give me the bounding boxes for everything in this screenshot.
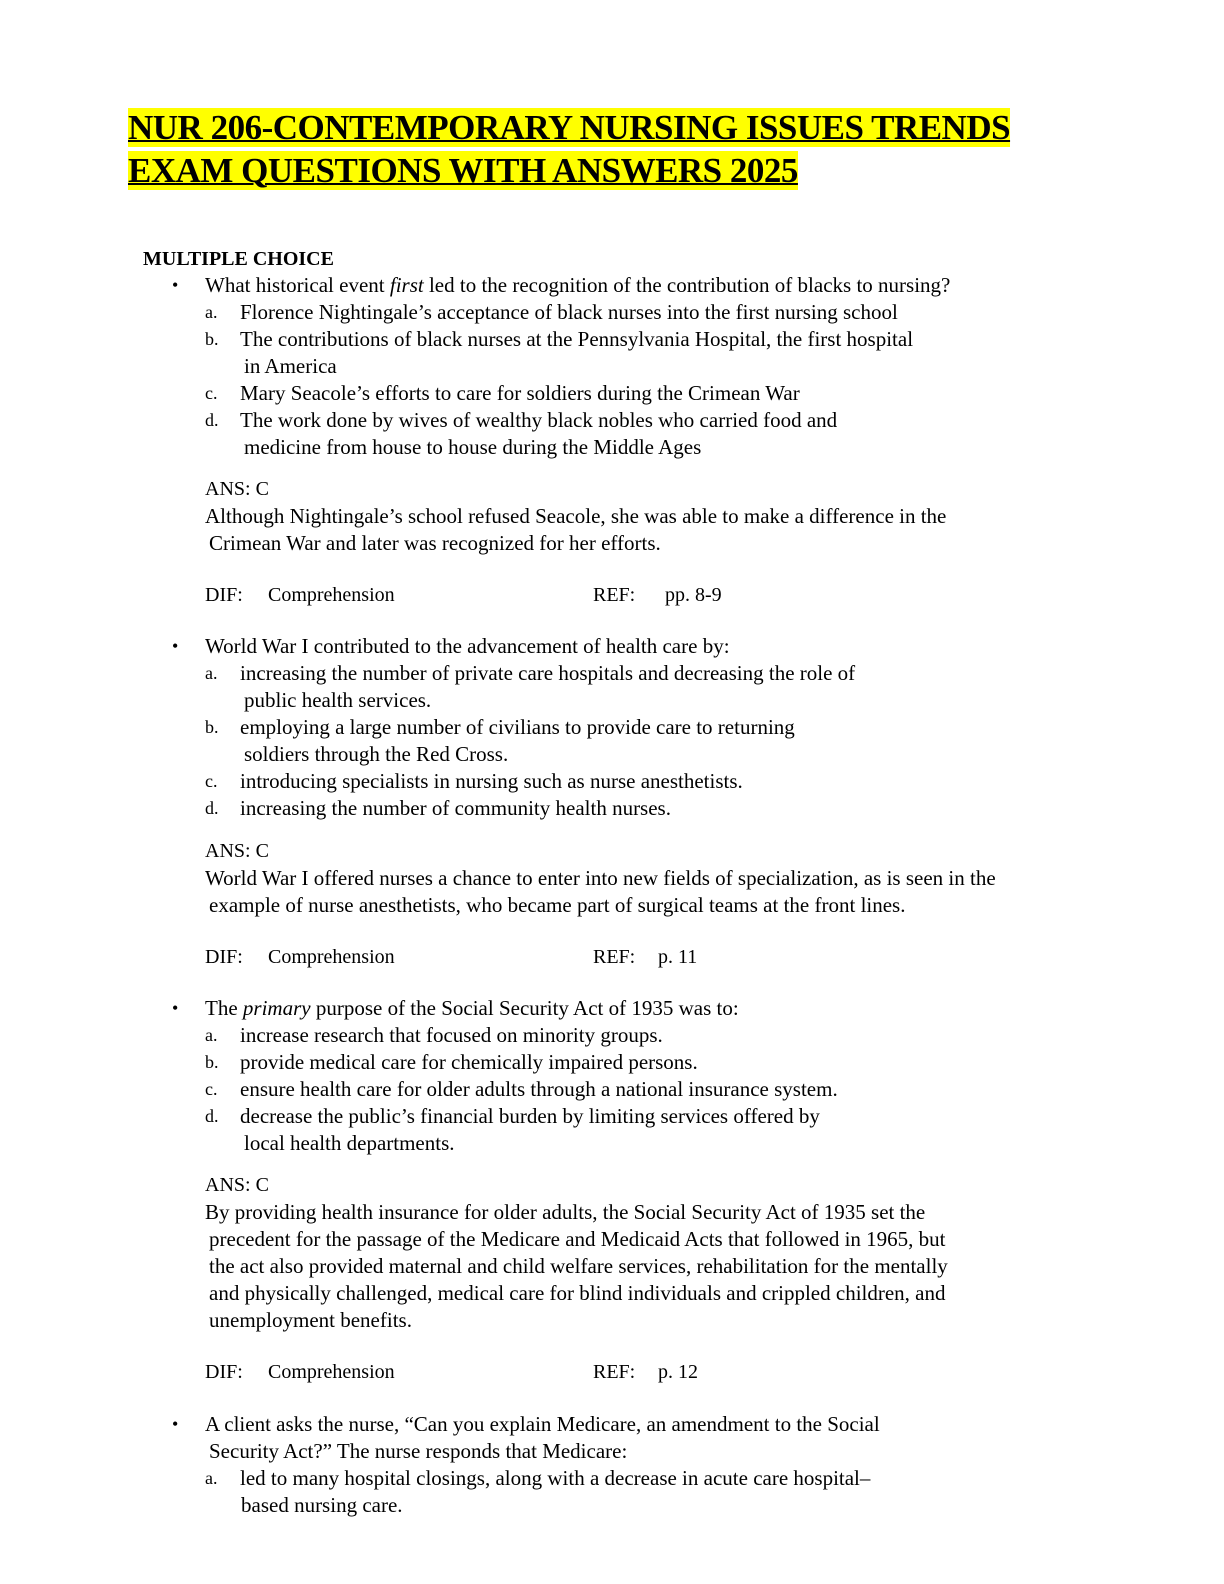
question-3-stem: The primary purpose of the Social Security Act of 1935 was to:	[205, 996, 739, 1020]
question-2-option-b-cont: soldiers through the Red Cross.	[244, 742, 509, 766]
question-2-rationale-line-2: example of nurse anesthetists, who became part of surgical teams at the front lines.	[209, 893, 906, 917]
question-3-option-d: decrease the public’s financial burden by limiting services offered by	[240, 1104, 820, 1128]
question-3-option-b: provide medical care for chemically impaired persons.	[240, 1050, 698, 1074]
question-3-rationale-line-2: precedent for the passage of the Medicare and Medicaid Acts that followed in 1965, but	[209, 1227, 946, 1251]
question-1-option-d: The work done by wives of wealthy black nobles who carried food and	[240, 408, 838, 432]
question-4-stem-line-2: Security Act?” The nurse responds that Medicare:	[209, 1439, 628, 1463]
question-2-stem: World War I contributed to the advancement of health care by:	[205, 634, 730, 658]
ref-label: REF:	[593, 584, 636, 606]
option-letter: b.	[205, 717, 219, 737]
question-3-option-d-cont: local health departments.	[244, 1131, 455, 1155]
ref-value: p. 12	[658, 1361, 698, 1383]
question-1-option-d-cont: medicine from house to house during the Middle Ages	[244, 435, 702, 459]
option-letter: b.	[205, 1052, 219, 1072]
ref-label: REF:	[593, 946, 636, 968]
question-3-answer: ANS: C	[205, 1174, 269, 1196]
question-1-option-c: Mary Seacole’s efforts to care for soldiers during the Crimean War	[240, 381, 800, 405]
bullet-icon: •	[172, 998, 179, 1018]
option-letter: a.	[205, 1025, 218, 1045]
bullet-icon: •	[172, 1414, 179, 1434]
option-letter: d.	[205, 1106, 219, 1126]
option-letter: a.	[205, 663, 218, 683]
question-3-rationale-line-3: the act also provided maternal and child welfare services, rehabilitation for the mentally	[209, 1254, 948, 1278]
question-1-answer: ANS: C	[205, 478, 269, 500]
title-line-2: EXAM QUESTIONS WITH ANSWERS 2025	[128, 151, 798, 190]
dif-label: DIF:	[205, 584, 243, 606]
bullet-icon: •	[172, 275, 179, 295]
question-3-rationale-line-5: unemployment benefits.	[209, 1308, 412, 1332]
dif-value: Comprehension	[268, 1361, 395, 1383]
document-title	[128, 106, 1088, 192]
option-letter: a.	[205, 1468, 218, 1488]
dif-label: DIF:	[205, 946, 243, 968]
question-1-option-b-cont: in America	[244, 354, 337, 378]
bullet-icon: •	[172, 636, 179, 656]
question-3-rationale-line-4: and physically challenged, medical care for blind individuals and crippled children, and	[209, 1281, 946, 1305]
question-2-option-d: increasing the number of community health nurses.	[240, 796, 671, 820]
question-2-option-a-cont: public health services.	[244, 688, 432, 712]
question-3-rationale-line-1: By providing health insurance for older adults, the Social Security Act of 1935 set the	[205, 1200, 926, 1224]
option-letter: a.	[205, 302, 218, 322]
title-line-1: NUR 206-CONTEMPORARY NURSING ISSUES TRENDS	[128, 108, 1011, 147]
dif-value: Comprehension	[268, 584, 395, 606]
option-letter: d.	[205, 410, 219, 430]
question-1-stem: What historical event first led to the recognition of the contribution of blacks to nursing?	[205, 273, 951, 297]
question-1-option-a: Florence Nightingale’s acceptance of black nurses into the first nursing school	[240, 300, 898, 324]
dif-value: Comprehension	[268, 946, 395, 968]
question-4-option-a-cont: based nursing care.	[241, 1493, 403, 1517]
question-2-answer: ANS: C	[205, 840, 269, 862]
question-2-option-a: increasing the number of private care hospitals and decreasing the role of	[240, 661, 856, 685]
ref-label: REF:	[593, 1361, 636, 1383]
question-4-option-a: led to many hospital closings, along with a decrease in acute care hospital–	[240, 1466, 871, 1490]
option-letter: c.	[205, 1079, 218, 1099]
option-letter: c.	[205, 771, 218, 791]
question-2-option-c: introducing specialists in nursing such as nurse anesthetists.	[240, 769, 743, 793]
ref-value: p. 11	[658, 946, 698, 968]
question-2-rationale-line-1: World War I offered nurses a chance to enter into new fields of specialization, as is seen in the	[205, 866, 996, 890]
option-letter: c.	[205, 383, 218, 403]
option-letter: d.	[205, 798, 219, 818]
question-4-stem-line-1: A client asks the nurse, “Can you explain Medicare, an amendment to the Social	[205, 1412, 880, 1436]
question-1-rationale-line-2: Crimean War and later was recognized for her efforts.	[209, 531, 661, 555]
question-1-rationale-line-1: Although Nightingale’s school refused Seacole, she was able to make a difference in the	[205, 504, 947, 528]
dif-label: DIF:	[205, 1361, 243, 1383]
section-heading: MULTIPLE CHOICE	[143, 248, 334, 270]
ref-value: pp. 8-9	[665, 584, 722, 606]
question-3-option-c: ensure health care for older adults through a national insurance system.	[240, 1077, 838, 1101]
question-2-option-b: employing a large number of civilians to provide care to returning	[240, 715, 795, 739]
question-3-option-a: increase research that focused on minority groups.	[240, 1023, 663, 1047]
question-1-option-b: The contributions of black nurses at the Pennsylvania Hospital, the first hospital	[240, 327, 914, 351]
option-letter: b.	[205, 329, 219, 349]
